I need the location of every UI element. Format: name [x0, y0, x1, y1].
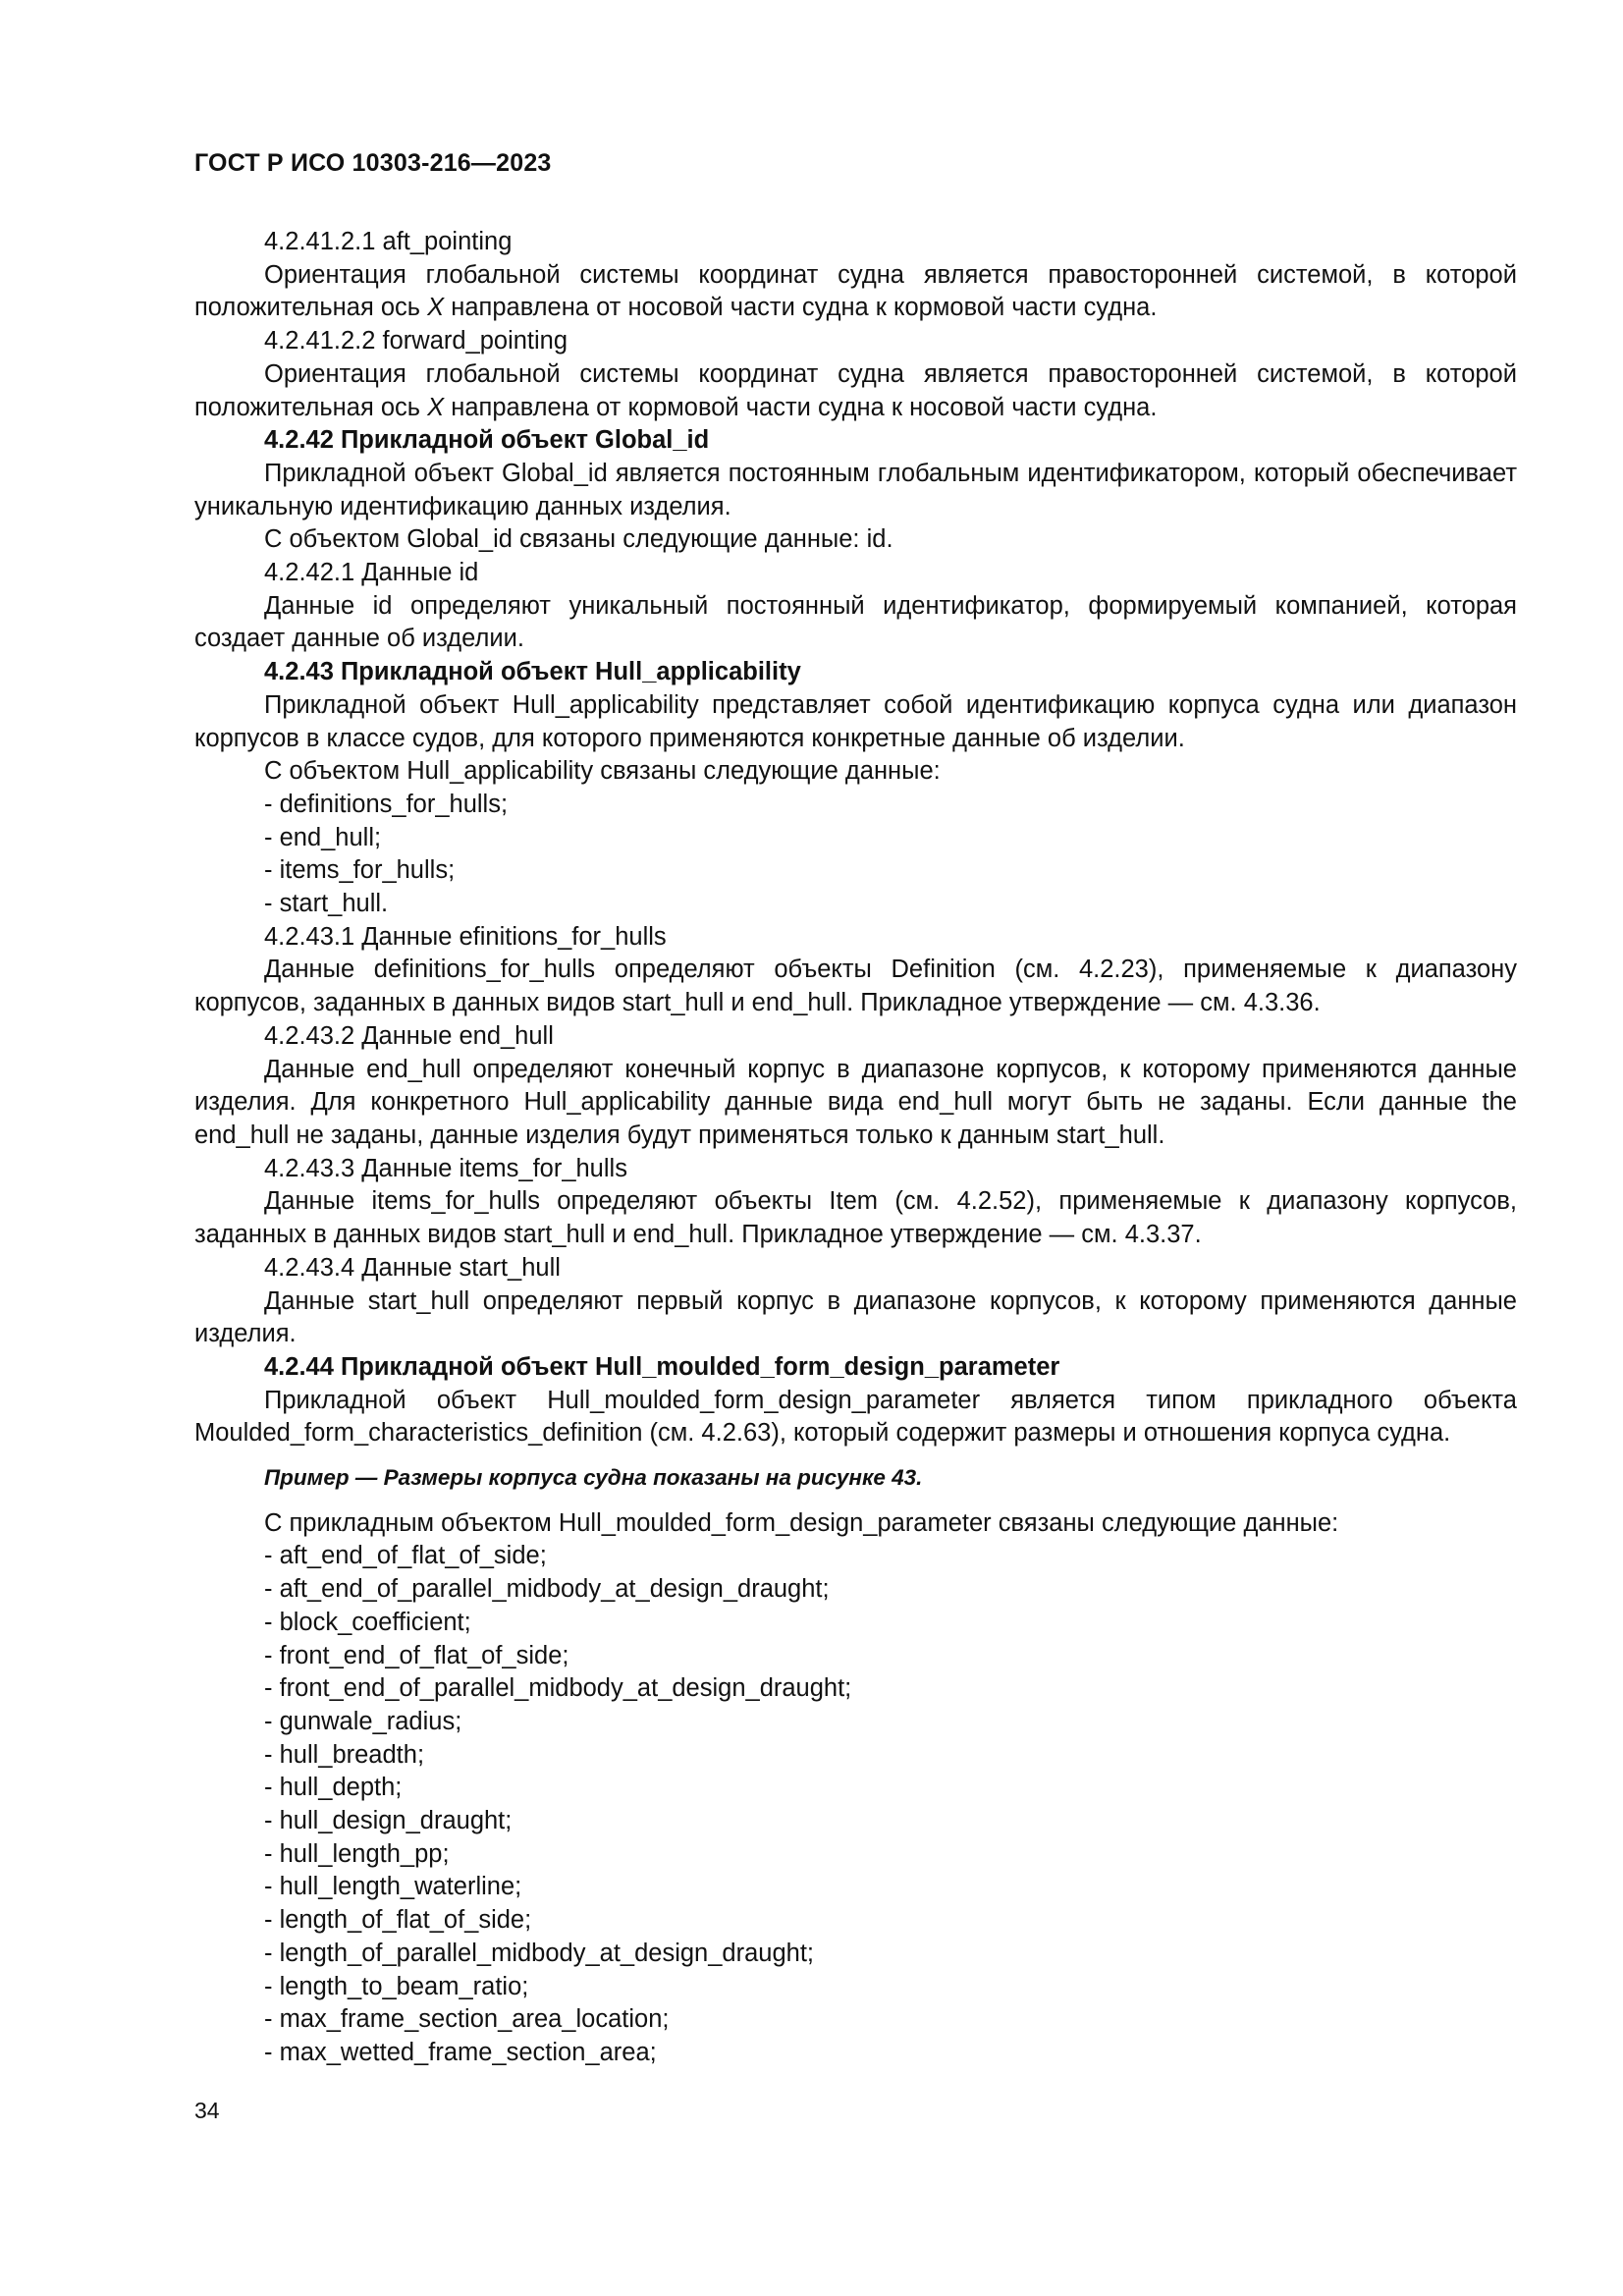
example-note: Пример — Размеры корпуса судна показаны на рисунке 43.: [264, 1465, 923, 1491]
list-item: - max_wetted_frame_section_area;: [264, 2038, 657, 2066]
paragraph: 4.2.41.2.2 forward_pointing: [264, 327, 568, 355]
list-item: - aft_end_of_parallel_midbody_at_design_draught;: [264, 1575, 830, 1604]
paragraph: 4.2.43.3 Данные items_for_hulls: [264, 1154, 627, 1182]
list-item: - aft_end_of_flat_of_side;: [264, 1542, 547, 1570]
paragraph: Данные start_hull определяют первый корпус в диапазоне корпусов, к которому применяются данные изделия.: [194, 1286, 1517, 1348]
list-item: - hull_depth;: [264, 1774, 403, 1802]
document-header: ГОСТ Р ИСО 10303-216—2023: [194, 149, 552, 177]
axis-variable: X: [427, 294, 445, 322]
paragraph: Данные id определяют уникальный постоянный идентификатор, формируемый компанией, которая создает данные об изделии.: [194, 591, 1517, 653]
list-item: - start_hull.: [264, 890, 389, 918]
list-item: - end_hull;: [264, 823, 382, 851]
paragraph: Данные end_hull определяют конечный корпус в диапазоне корпусов, к которому применяются данные изделия. Для конкретного Hull_applicability данные вида end_hull могут быть не заданы. Если данные the end_hull не заданы, данные изделия будут применяться только к данным start_hull.: [194, 1055, 1517, 1149]
paragraph: 4.2.43.2 Данные end_hull: [264, 1021, 554, 1050]
list-item: - max_frame_section_area_location;: [264, 2005, 670, 2034]
list-item: - length_of_parallel_midbody_at_design_draught;: [264, 1939, 814, 1967]
axis-variable: X: [427, 393, 445, 421]
paragraph: Ориентация глобальной системы координат судна является правосторонней системой, в которой положительная ось X направлена от кормовой части судна к носовой части судна.: [194, 359, 1517, 421]
list-item: - hull_length_pp;: [264, 1839, 450, 1868]
paragraph: Прикладной объект Hull_moulded_form_design_parameter является типом прикладного объекта Moulded_form_characteristics_definition (см. 4.2.63), который содержит размеры и отношения корпуса судна.: [194, 1386, 1517, 1448]
list-item: - hull_length_waterline;: [264, 1873, 522, 1901]
list-item: - front_end_of_parallel_midbody_at_design_draught;: [264, 1674, 852, 1703]
paragraph: 4.2.41.2.1 aft_pointing: [264, 228, 513, 255]
list-item: - front_end_of_flat_of_side;: [264, 1641, 569, 1669]
page-number: 34: [194, 2098, 220, 2123]
list-item: - block_coefficient;: [264, 1608, 471, 1636]
document-body: [194, 226, 1517, 2070]
section-heading: 4.2.42 Прикладной объект Global_id: [264, 426, 710, 455]
list-item: - gunwale_radius;: [264, 1707, 462, 1735]
paragraph: Ориентация глобальной системы координат судна является правосторонней системой, в которой положительная ось X направлена от носовой части судна к кормовой части судна.: [194, 260, 1517, 322]
list-item: - hull_design_draught;: [264, 1807, 513, 1835]
paragraph: Прикладной объект Hull_applicability представляет собой идентификацию корпуса судна или диапазон корпусов в классе судов, для которого применяются конкретные данные об изделии.: [194, 690, 1517, 752]
list-item: - length_of_flat_of_side;: [264, 1906, 532, 1935]
paragraph: Данные definitions_for_hulls определяют объекты Definition (см. 4.2.23), применяемые к диапазону корпусов, заданных в данных видов start_hull и end_hull. Прикладное утверждение — см. 4.3.36.: [194, 956, 1517, 1017]
paragraph: Данные items_for_hulls определяют объекты Item (см. 4.2.52), применяемые к диапазону корпусов, заданных в данных видов start_hull и end_hull. Прикладное утверждение — см. 4.3.37.: [194, 1187, 1517, 1249]
paragraph: 4.2.42.1 Данные id: [264, 559, 479, 587]
paragraph: С объектом Global_id связаны следующие данные: id.: [264, 525, 893, 554]
list-item: - hull_breadth;: [264, 1740, 425, 1769]
list-item: - length_to_beam_ratio;: [264, 1972, 529, 2000]
list-item: - items_for_hulls;: [264, 856, 456, 885]
paragraph: 4.2.43.1 Данные efinitions_for_hulls: [264, 922, 667, 951]
section-heading: 4.2.43 Прикладной объект Hull_applicability: [264, 658, 801, 686]
paragraph: 4.2.43.4 Данные start_hull: [264, 1253, 561, 1282]
paragraph: С объектом Hull_applicability связаны следующие данные:: [264, 757, 941, 786]
paragraph: Прикладной объект Global_id является постоянным глобальным идентификатором, который обеспечивает уникальную идентификацию данных изделия.: [194, 459, 1517, 520]
list-item: - definitions_for_hulls;: [264, 790, 509, 818]
paragraph: С прикладным объектом Hull_moulded_form_design_parameter связаны следующие данные:: [264, 1508, 1339, 1537]
section-heading: 4.2.44 Прикладной объект Hull_moulded_form_design_parameter: [264, 1352, 1060, 1381]
